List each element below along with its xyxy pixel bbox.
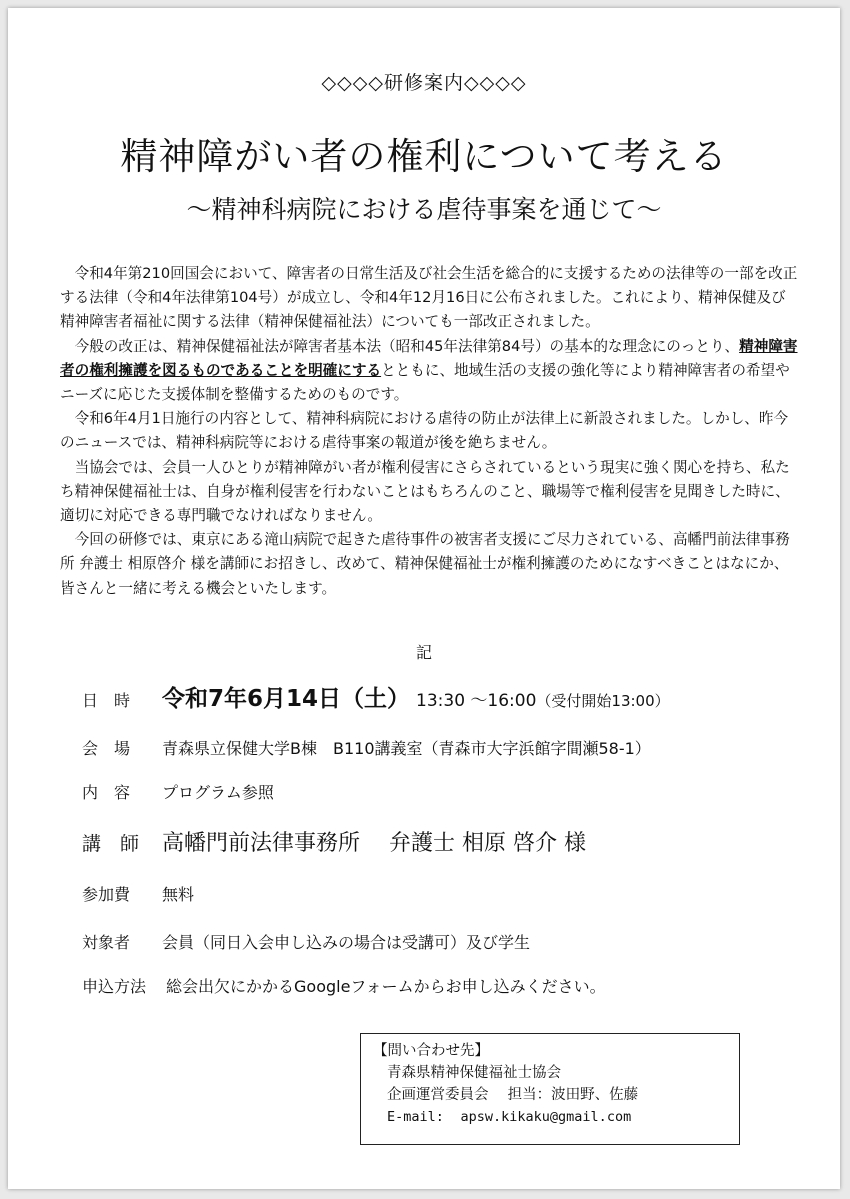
email-address[interactable]: apsw.kikaku@gmail.com <box>460 1109 632 1125</box>
content-row <box>82 780 274 803</box>
paragraph-4: 当協会では、会員一人ひとりが精神障がい者が権利侵害にさらされているという現実に強く関心を持ち、私たち精神保健福祉士は、自身が権利侵害を行わないことはもちろんのこと、職場等で権利侵害を見聞きした時に、適切に対応できる専門職でなければなりません。 <box>60 458 790 525</box>
fee-row <box>82 882 194 905</box>
apply-value: 総会出欠にかかるGoogleフォームからお申し込みください。 <box>166 977 606 996</box>
lecturer-label: 講 師 <box>82 833 140 855</box>
paragraph-3: 令和6年4月1日施行の内容として、精神科病院における虐待の防止が法律上に新設されました。しかし、昨今のニュースでは、精神科病院等における虐待事案の報道が後を絶ちません。 <box>60 410 789 452</box>
fee-label: 参加費 <box>82 885 131 904</box>
paragraph-5: 今回の研修では、東京にある滝山病院で起きた虐待事件の被害者支援にご尽力されている、高幡門前法律事務所 弁護士 相原啓介 様を講師にお招きし、改めて、精神保健福祉士が権利擁護のためになすべきことはなにか、皆さんと一緒に考える機会といたします。 <box>60 531 790 597</box>
lecturer-value: 高幡門前法律事務所 弁護士 相原 啓介 様 <box>162 831 586 856</box>
target-value: 会員（同日入会申し込みの場合は受講可）及び学生 <box>162 933 531 952</box>
contact-organization: 青森県精神保健福祉士協会 <box>387 1065 561 1081</box>
contact-email-line <box>373 1106 727 1128</box>
paragraph-2 <box>60 335 800 408</box>
email-label: E-mail: <box>387 1109 444 1125</box>
apply-row <box>82 974 606 997</box>
fee-value: 無料 <box>162 885 195 904</box>
contact-committee: 企画運営委員会 担当：波田野、佐藤 <box>387 1087 639 1103</box>
target-label: 対象者 <box>82 933 131 952</box>
paragraph-2-start: 今般の改正は、精神保健福祉法が障害者基本法（昭和45年法律第84号）の基本的な理念にのっとり、 <box>74 337 740 355</box>
target-row <box>82 930 530 953</box>
venue-value: 青森県立保健大学B棟 B110講義室（青森市大字浜館字間瀬58-1） <box>162 739 651 758</box>
event-time: 13:30 ～16:00 <box>416 691 537 711</box>
paragraph-2-end: とともに、地域生活の支援の強化等により精神障害者の希望やニーズに応じた支援体制を整備するためのものです。 <box>60 361 790 404</box>
paragraph-2-emphasis: 精神障害者の権利擁護を図るものであることを明確にする <box>60 337 798 379</box>
training-heading: ◇◇◇◇研修案内◇◇◇◇ <box>321 72 527 94</box>
intro-text <box>60 262 800 601</box>
datetime-row <box>82 680 670 713</box>
content-value: プログラム参照 <box>162 783 274 802</box>
contact-title: 【問い合わせ先】 <box>373 1043 489 1059</box>
reception-time: （受付開始13:00） <box>536 692 670 710</box>
venue-label: 会 場 <box>82 739 131 758</box>
apply-label: 申込方法 <box>82 977 147 996</box>
ki-marker: 記 <box>415 643 432 662</box>
contact-box <box>360 1033 740 1145</box>
content-label: 内 容 <box>82 783 131 802</box>
datetime-label: 日 時 <box>82 691 131 710</box>
page-title: 精神障がい者の権利について考える <box>120 135 728 178</box>
event-date: 令和7年6月14日（土） <box>162 686 411 712</box>
venue-row <box>82 736 651 759</box>
flyer-page <box>8 8 840 1189</box>
paragraph-1: 令和4年第210回国会において、障害者の日常生活及び社会生活を総合的に支援するための法律等の一部を改正する法律（令和4年法律第104号）が成立し、令和4年12月16日に公布されました。これにより、精神保健及び精神障害者福祉に関する法律（精神保健福祉法）についても一部改正されました。 <box>60 265 798 331</box>
lecturer-row <box>82 826 586 857</box>
page-subtitle: ～精神科病院における虐待事案を通じて～ <box>186 195 662 224</box>
